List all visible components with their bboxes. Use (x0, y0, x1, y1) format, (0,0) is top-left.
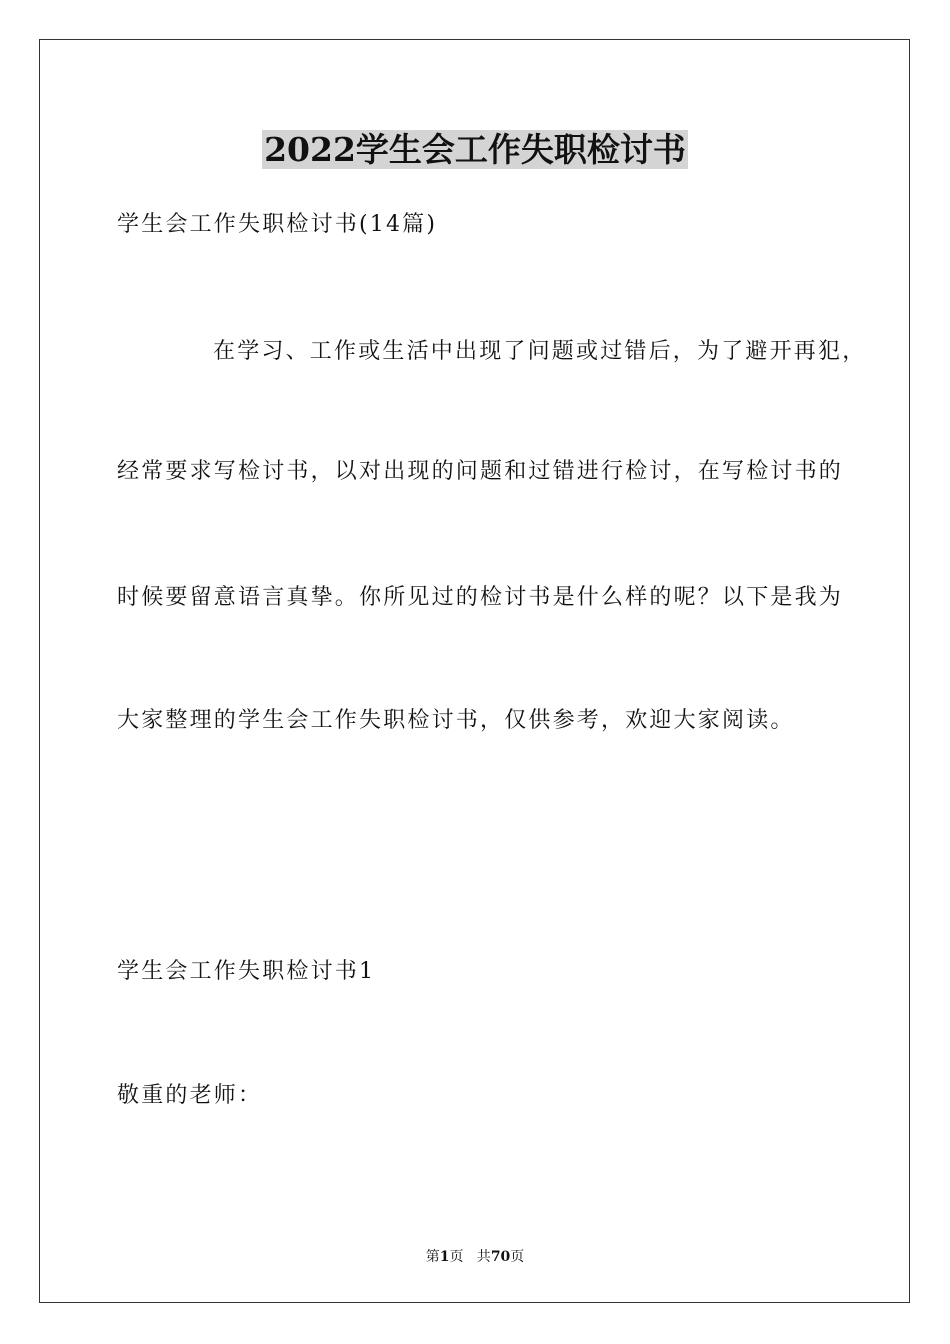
salutation: 敬重的老师： (117, 1083, 263, 1108)
document-subtitle: 学生会工作失职检讨书(14篇) (117, 212, 438, 237)
document-title-text: 2022学生会工作失职检讨书 (264, 130, 686, 169)
document-title (0, 128, 950, 172)
section-heading: 学生会工作失职检讨书1 (117, 959, 376, 984)
page-suffix: 页 (510, 1249, 525, 1265)
page-footer (0, 1248, 950, 1266)
intro-line-3: 时候要留意语言真挚。你所见过的检讨书是什么样的呢？以下是我为 (117, 585, 844, 610)
page-total: 70 (490, 1249, 511, 1265)
intro-line-4: 大家整理的学生会工作失职检讨书，仅供参考，欢迎大家阅读。 (117, 708, 795, 733)
page-mid: 页 共 (449, 1249, 491, 1265)
intro-line-1: 在学习、工作或生活中出现了问题或过错后，为了避开再犯， (213, 339, 867, 364)
page-prefix: 第 (425, 1249, 440, 1265)
page-current: 1 (439, 1249, 450, 1265)
intro-line-2: 经常要求写检讨书，以对出现的问题和过错进行检讨，在写检讨书的 (117, 459, 844, 484)
